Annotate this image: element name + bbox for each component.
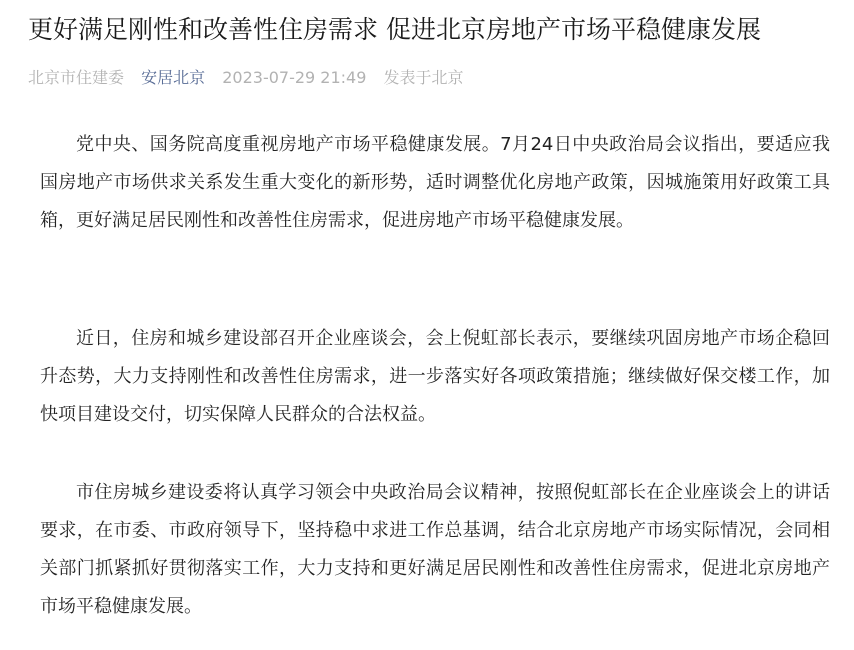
- account-link[interactable]: 安居北京: [141, 68, 206, 87]
- paragraph-2: 近日，住房和城乡建设部召开企业座谈会，会上倪虹部长表示，要继续巩固房地产市场企稳回升态势，大力支持刚性和改善性住房需求，进一步落实好各项政策措施；继续做好保交楼工作，加快项目建设交付，切实保障人民群众的合法权益。: [40, 328, 830, 425]
- article-meta: [28, 64, 476, 92]
- article-title: 更好满足刚性和改善性住房需求 促进北京房地产市场平稳健康发展: [28, 15, 761, 44]
- paragraph-3: 市住房城乡建设委将认真学习领会中央政治局会议精神，按照倪虹部长在企业座谈会上的讲话要求，在市委、市政府领导下，坚持稳中求进工作总基调，结合北京房地产市场实际情况，会同相关部门抓紧抓好贯彻落实工作，大力支持和更好满足居民刚性和改善性住房需求，促进北京房地产市场平稳健康发展。: [40, 482, 830, 617]
- paragraph-1: 党中央、国务院高度重视房地产市场平稳健康发展。7月24日中央政治局会议指出，要适应我国房地产市场供求关系发生重大变化的新形势，适时调整优化房地产政策，因城施策用好政策工具箱，更好满足居民刚性和改善性住房需求，促进房地产市场平稳健康发展。: [40, 134, 830, 231]
- author-name: 北京市住建委: [28, 68, 125, 87]
- publish-datetime: 2023-07-29 21:49: [222, 68, 367, 87]
- publish-location: 发表于北京: [383, 68, 464, 87]
